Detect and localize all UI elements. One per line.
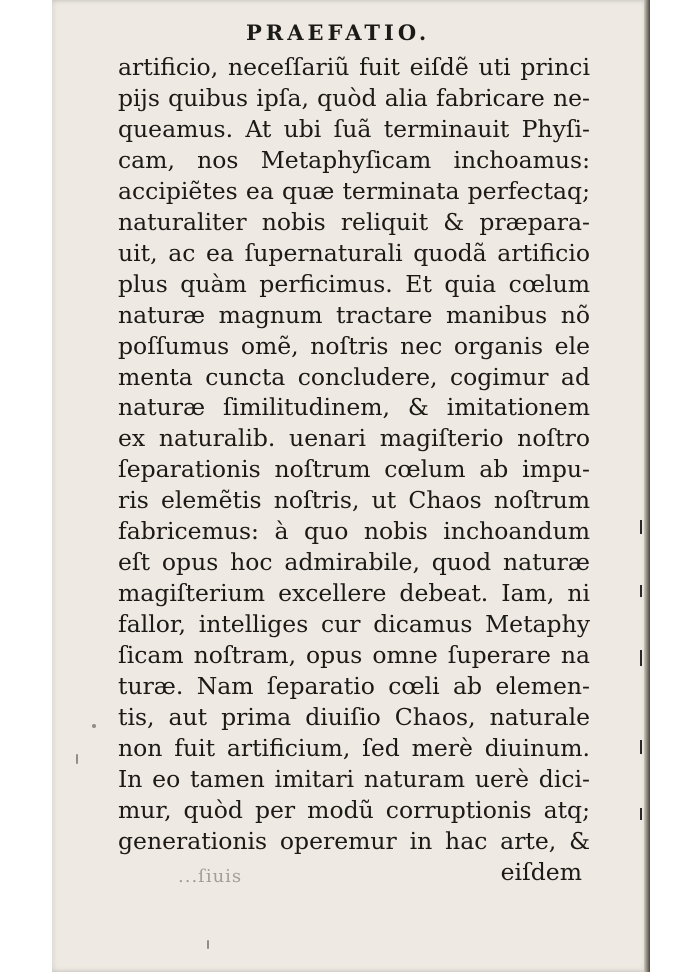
bleed-through-mark	[640, 520, 642, 534]
text-line: generationis operemur in hac arte, &	[118, 826, 590, 855]
catchword: eiſdem	[500, 857, 582, 886]
paper-speck	[76, 754, 78, 764]
text-line: ris elemẽtis noſtris, ut Chaos noſtrum	[118, 486, 590, 515]
text-line: fallor, intelliges cur dicamus Metaphy	[118, 610, 590, 639]
text-line: In eo tamen imitari naturam uerè dici-	[118, 764, 590, 793]
text-line: accipiẽtes ea quæ terminata perfectaq;	[118, 176, 590, 205]
paper-speck	[207, 940, 209, 949]
page-edge-shadow	[644, 0, 650, 972]
text-line: non fuit artificium, ſed merè diuinum.	[118, 733, 590, 762]
faded-signature-mark: ...ſiuis	[178, 866, 243, 887]
text-line: tis, aut prima diuiſio Chaos, naturale	[118, 703, 590, 732]
text-line: ſeparationis noſtrum cœlum ab impu-	[118, 455, 590, 484]
text-line: magiſterium excellere debeat. Iam, ni	[118, 579, 590, 608]
bleed-through-mark	[640, 650, 642, 666]
text-line: queamus. At ubi ſuã terminauit Phyſi-	[118, 114, 590, 143]
paper-speck	[92, 724, 96, 728]
text-line: fabricemus: à quo nobis inchoandum	[118, 517, 590, 546]
text-line: ex naturalib. uenari magiſterio noſtro	[118, 424, 590, 453]
bleed-through-mark	[640, 808, 642, 820]
text-line: menta cuncta concludere, cogimur ad	[118, 362, 590, 391]
text-line: naturæ ſimilitudinem, & imitationem	[118, 393, 590, 422]
text-line: naturaliter nobis reliquit & præpara-	[118, 207, 590, 236]
text-line: mur, quòd per modũ corruptionis atq;	[118, 795, 590, 824]
running-head-title: PRAEFATIO.	[246, 20, 431, 45]
text-line: plus quàm perficimus. Et quia cœlum	[118, 269, 590, 298]
text-line: artificio, neceſſariũ fuit eiſdẽ uti princi	[118, 53, 590, 81]
text-line: pijs quibus ipſa, quòd alia fabricare ne-	[118, 83, 590, 112]
bleed-through-mark	[640, 740, 642, 754]
text-line: uit, ac ea ſupernaturali quodã artificio	[118, 238, 590, 267]
text-line: turæ. Nam ſeparatio cœli ab elemen-	[118, 672, 590, 701]
text-line: poſſumus omẽ, noſtris nec organis ele	[118, 331, 590, 360]
body-text	[118, 52, 590, 888]
text-line: cam, nos Metaphyſicam inchoamus:	[118, 145, 590, 174]
text-line: naturæ magnum tractare manibus nõ	[118, 300, 590, 329]
bleed-through-mark	[640, 585, 642, 597]
text-line: ſicam noſtram, opus omne ſuperare na	[118, 641, 590, 670]
text-line: eſt opus hoc admirabile, quod naturæ	[118, 548, 590, 577]
